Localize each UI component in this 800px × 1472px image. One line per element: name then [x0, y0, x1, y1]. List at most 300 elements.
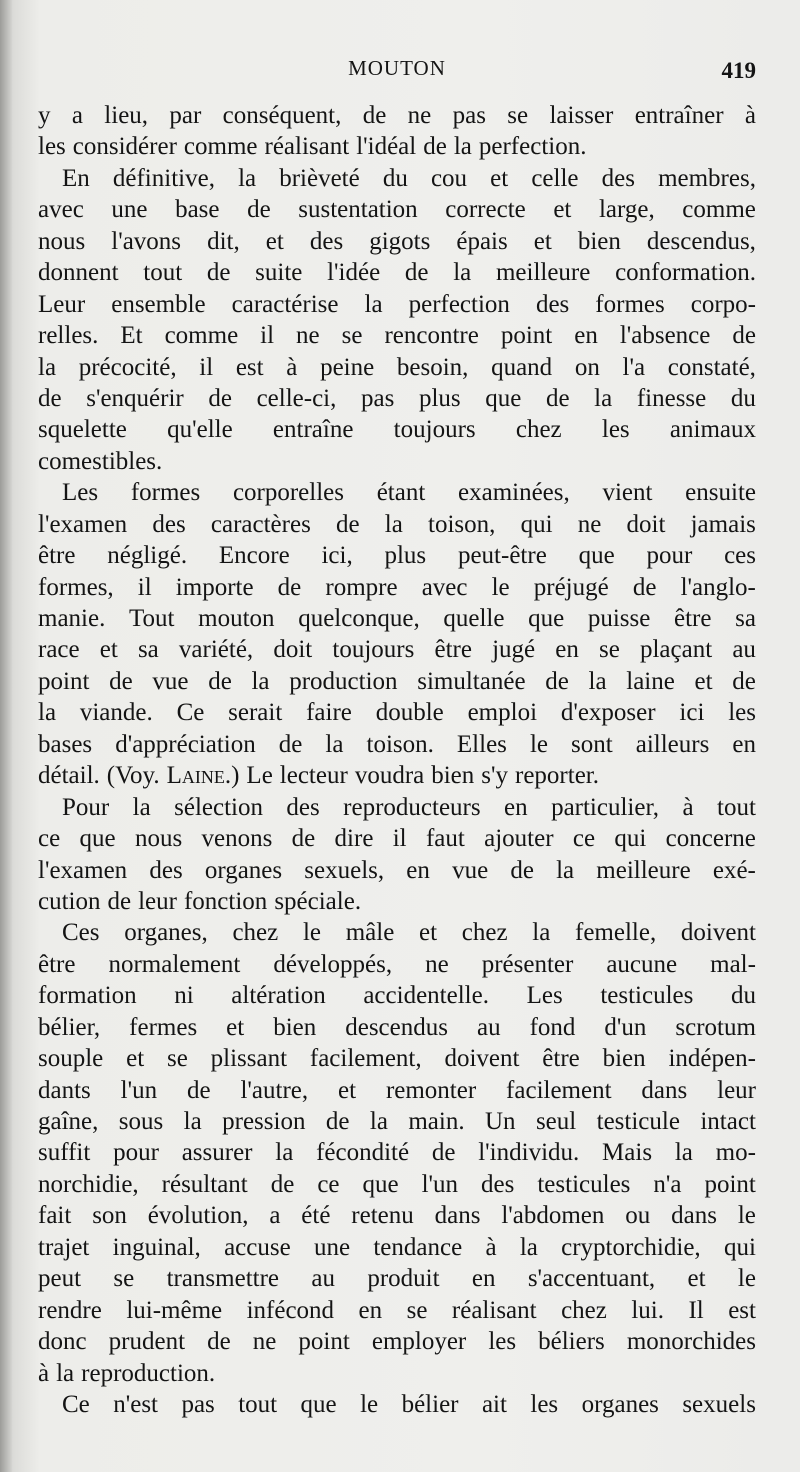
word: à — [286, 353, 298, 381]
word: la — [369, 1108, 388, 1135]
word: négligé. — [107, 542, 188, 570]
word: infécond — [246, 1296, 335, 1324]
word: descendus, — [646, 227, 756, 255]
word: doivent — [444, 1045, 520, 1073]
word: de — [510, 856, 534, 884]
text-line — [38, 320, 756, 351]
word: facilement, — [309, 1045, 422, 1073]
word: ait — [481, 1390, 507, 1418]
word: entraîner — [634, 102, 724, 129]
word: fonction — [183, 887, 268, 915]
word: importe — [175, 573, 254, 601]
word: suite — [255, 259, 303, 287]
word: perfection — [408, 290, 510, 318]
word: exé- — [712, 856, 756, 884]
word: plaçant — [639, 636, 713, 664]
word: ajouter — [484, 825, 554, 853]
word: de — [404, 259, 429, 287]
text-line — [38, 1043, 756, 1074]
word: norchidie, — [38, 1170, 139, 1198]
text-line — [38, 352, 756, 383]
word: a — [71, 102, 83, 129]
word: présenter — [481, 950, 574, 978]
word: le — [360, 1390, 379, 1418]
word: race — [38, 636, 80, 664]
word: souple — [38, 1045, 104, 1073]
word: des — [481, 1170, 515, 1198]
word: toison. — [366, 730, 434, 758]
word: plissant — [210, 1045, 288, 1073]
word: correcte — [445, 196, 526, 224]
word: la — [275, 1139, 294, 1167]
word: il — [137, 573, 152, 601]
word: s'enquérir — [86, 384, 184, 412]
word: (Voy. — [106, 762, 160, 790]
word: reporter. — [515, 762, 599, 790]
text-line — [38, 1389, 756, 1420]
word: remonter — [385, 1076, 477, 1104]
word: les — [601, 416, 630, 444]
word: large, — [598, 196, 655, 224]
word: dants — [38, 1076, 91, 1104]
word: prudent — [108, 1328, 186, 1356]
word: réalisant — [264, 133, 350, 161]
word: aucune — [606, 950, 678, 978]
word: Pour — [62, 793, 110, 821]
word: rendre — [38, 1296, 102, 1324]
word: il — [392, 825, 407, 853]
word: à — [682, 793, 694, 821]
word: être — [542, 1045, 580, 1073]
word: vue — [452, 856, 489, 884]
word: Ces — [62, 919, 100, 947]
text-line — [38, 760, 756, 791]
word: dans — [434, 1202, 481, 1230]
word: de — [247, 196, 271, 224]
word: de — [732, 667, 756, 695]
word: été — [301, 1202, 331, 1230]
word: pression — [222, 1108, 306, 1135]
word: avec — [38, 196, 84, 224]
word: de — [206, 259, 231, 287]
word: bien — [577, 227, 621, 255]
word: la — [132, 793, 151, 821]
word: de — [277, 573, 302, 601]
word: de — [107, 887, 132, 915]
word: indépen- — [668, 1045, 756, 1073]
word: d'exposer — [560, 699, 656, 727]
word: que — [362, 1170, 399, 1198]
word: testicules — [600, 982, 694, 1010]
word: de — [732, 322, 756, 350]
word: organes — [204, 856, 283, 884]
word: donc — [38, 1328, 87, 1356]
word: et — [265, 227, 284, 255]
word: reproducteurs — [343, 793, 481, 821]
word: la — [238, 164, 257, 192]
word: la — [251, 667, 270, 695]
word: la — [38, 699, 57, 727]
word: ensuite — [685, 479, 756, 507]
word: peut — [38, 1265, 82, 1293]
word: et — [687, 1265, 706, 1293]
word: variété, — [178, 636, 254, 664]
word: étant — [376, 479, 426, 507]
word: comme — [164, 322, 239, 350]
word: jamais — [690, 510, 756, 538]
text-line — [38, 1137, 756, 1168]
word: fécondité — [316, 1139, 410, 1167]
word: sexuels — [682, 1390, 756, 1418]
word: d'appréciation — [115, 730, 256, 758]
word: mouton — [198, 605, 275, 632]
word: du — [382, 164, 408, 192]
word: lui-même — [126, 1296, 223, 1324]
word: base — [175, 196, 220, 224]
word: cution — [38, 887, 101, 915]
word: jugé — [492, 636, 536, 664]
word: faut — [425, 825, 465, 853]
word: retenu — [351, 1202, 414, 1230]
word: a — [269, 1202, 281, 1230]
word: organes — [581, 1390, 659, 1418]
word: normalement — [108, 950, 241, 978]
word: considérer — [72, 133, 177, 161]
text-line — [38, 414, 756, 445]
word: toison, — [428, 510, 496, 538]
word: se — [599, 636, 620, 664]
word: tout — [143, 259, 183, 287]
word: de — [335, 510, 360, 538]
word: conformation. — [615, 259, 756, 287]
word: le — [491, 573, 510, 601]
word: celle-ci, — [256, 384, 337, 412]
text-line — [38, 634, 756, 665]
word: l'absence — [619, 322, 711, 350]
word: Leur — [38, 290, 86, 318]
word: corporelles — [232, 479, 344, 507]
word: fait — [38, 1202, 72, 1230]
word: vient — [602, 479, 653, 507]
word: le — [302, 919, 321, 947]
text-line — [38, 131, 756, 162]
word: l'abdomen — [501, 1202, 605, 1230]
text-line — [38, 729, 756, 760]
word: fermes — [129, 1013, 198, 1041]
word: résultant — [161, 1170, 248, 1198]
word: sexuels, — [304, 856, 385, 884]
word: ne — [425, 950, 449, 978]
word: et — [553, 196, 572, 224]
word: leur — [717, 1076, 756, 1104]
word: gaîne, — [38, 1108, 99, 1135]
word: qui — [614, 825, 647, 853]
running-title: MOUTON — [348, 56, 446, 80]
page-edge-shadow — [0, 0, 12, 1472]
word: le — [737, 1265, 756, 1293]
word: rompre — [325, 573, 398, 601]
word: les — [488, 1328, 517, 1356]
word: l'avons — [111, 227, 182, 255]
word: peine — [320, 353, 375, 381]
word: l'examen — [38, 510, 128, 538]
word: ou — [625, 1202, 651, 1230]
word: accuse — [224, 1233, 291, 1261]
text-line — [38, 163, 756, 194]
word: en — [574, 322, 598, 350]
word: et — [338, 1076, 357, 1104]
word: que — [300, 1390, 337, 1418]
word: squelette — [38, 416, 127, 444]
word: fond — [529, 1013, 576, 1041]
word: pas — [361, 384, 395, 412]
word: chez — [561, 1296, 607, 1324]
word: des — [601, 164, 635, 192]
word: conséquent, — [222, 102, 342, 129]
word: relles. — [38, 322, 99, 350]
word: évolution, — [147, 1202, 249, 1230]
word: dans — [641, 1076, 688, 1104]
word: ici — [679, 699, 705, 727]
word: de — [207, 1328, 231, 1356]
word: double — [375, 699, 444, 727]
word: chez — [232, 919, 279, 947]
word: assurer — [181, 1139, 253, 1167]
word: membres, — [658, 164, 756, 192]
word: de — [270, 1170, 295, 1198]
word: s'y — [481, 762, 509, 790]
word: de — [186, 1076, 211, 1104]
word: main. — [408, 1108, 465, 1135]
text-line — [38, 697, 756, 728]
word: que — [578, 542, 615, 570]
word: bases — [38, 730, 93, 758]
word: bélier — [401, 1390, 459, 1418]
word: être — [38, 950, 76, 978]
word: Encore — [218, 542, 290, 570]
word: point — [38, 667, 90, 695]
word: est — [235, 353, 264, 381]
word: doivent — [680, 919, 756, 947]
text-line — [38, 509, 756, 540]
word: point — [500, 322, 553, 350]
word: que — [528, 605, 565, 632]
word: bien — [273, 1013, 317, 1041]
word: la — [384, 510, 403, 538]
word: bien — [602, 1045, 646, 1073]
word: détail. — [38, 762, 100, 790]
word: des — [152, 510, 186, 538]
word: la — [325, 730, 344, 758]
word: Il — [688, 1296, 704, 1324]
text-line — [38, 1232, 756, 1263]
text-line — [38, 289, 756, 320]
word: seul — [535, 1108, 577, 1135]
word: tout — [238, 1390, 278, 1418]
word: de — [109, 667, 133, 695]
word: dire — [334, 825, 374, 853]
word: Mais — [602, 1139, 653, 1167]
word: donnent — [38, 259, 119, 287]
word: de — [291, 825, 316, 853]
word: tout — [717, 793, 756, 821]
word: la — [38, 353, 57, 381]
text-line — [38, 855, 756, 886]
word: point — [704, 1170, 756, 1198]
word: de — [362, 102, 387, 129]
word: Laine.) — [166, 762, 240, 790]
text-line — [38, 477, 756, 508]
word: Tout — [129, 605, 175, 632]
word: béliers — [538, 1328, 605, 1356]
word: on — [574, 353, 600, 381]
word: bélier, — [38, 1013, 101, 1041]
word: Le — [246, 762, 273, 790]
word: sa — [137, 636, 159, 664]
word: le — [529, 730, 548, 758]
word: scrotum — [675, 1013, 756, 1041]
text-line — [38, 823, 756, 854]
word: monorchides — [626, 1328, 756, 1356]
word: leur — [138, 887, 177, 915]
text-line — [38, 1263, 756, 1294]
word: pas — [181, 1390, 215, 1418]
word: à — [744, 102, 756, 129]
word: qu'elle — [167, 416, 233, 444]
word: vue — [152, 667, 189, 695]
word: chez — [461, 919, 508, 947]
word: au — [311, 1265, 335, 1293]
word: de — [545, 667, 569, 695]
word: de — [423, 133, 447, 161]
word: dans — [671, 1202, 717, 1230]
word: femelle, — [575, 919, 657, 947]
text-line — [38, 917, 756, 948]
word: pas — [452, 102, 486, 129]
word: ce — [38, 825, 61, 853]
word: est — [728, 1296, 756, 1324]
word: brièveté — [279, 164, 360, 192]
word: entraîne — [272, 416, 354, 444]
word: mo- — [715, 1139, 756, 1167]
word: ne — [577, 510, 602, 538]
word: être — [434, 636, 472, 664]
word: son — [92, 1202, 127, 1230]
word: toujours — [393, 416, 476, 444]
text-line — [38, 257, 756, 288]
text-line — [38, 572, 756, 603]
word: examinées, — [458, 479, 570, 507]
word: ici, — [321, 542, 353, 570]
word: quelle — [443, 605, 505, 632]
text-line — [38, 1295, 756, 1326]
word: ensemble — [111, 290, 206, 318]
word: besoin, — [396, 353, 469, 381]
word: l'autre, — [240, 1076, 309, 1104]
word: et — [226, 1013, 245, 1041]
word: l'individu. — [478, 1139, 580, 1167]
word: des — [286, 793, 320, 821]
word: tendance — [373, 1233, 463, 1261]
word: ailleurs — [635, 730, 710, 758]
body-text — [38, 100, 756, 1420]
word: une — [111, 196, 148, 224]
word: formes, — [38, 573, 114, 601]
word: des — [309, 227, 344, 255]
word: n'a — [653, 1170, 682, 1198]
text-line — [38, 949, 756, 980]
word: plus — [384, 542, 427, 570]
word: se — [113, 1265, 135, 1293]
word: inguinal, — [112, 1233, 201, 1261]
word: et — [490, 164, 509, 192]
word: altération — [231, 982, 326, 1010]
word: la — [453, 259, 472, 287]
word: en — [732, 730, 756, 758]
word: en — [471, 1265, 496, 1293]
word: l'idéal — [356, 133, 417, 161]
word: par — [169, 102, 202, 129]
word: l'a — [622, 353, 646, 381]
text-line — [38, 383, 756, 414]
word: spéciale. — [274, 887, 362, 915]
word: animaux — [669, 416, 756, 444]
word: du — [730, 982, 756, 1010]
word: quand — [491, 353, 553, 381]
word: nous — [38, 227, 86, 255]
word: production — [289, 667, 398, 695]
word: meilleure — [596, 856, 691, 884]
word: particulier, — [551, 793, 660, 821]
word: trajet — [38, 1233, 90, 1261]
word: sont — [571, 730, 613, 758]
word: la — [674, 1139, 693, 1167]
word: en — [406, 856, 430, 884]
word: d'un — [604, 1013, 647, 1041]
word: la — [183, 1108, 202, 1135]
word: la — [519, 1233, 538, 1261]
word: la — [56, 1359, 75, 1387]
word: précocité, — [78, 353, 177, 381]
word: au — [732, 636, 756, 664]
word: des — [149, 856, 183, 884]
word: toujours — [332, 636, 415, 664]
word: se — [406, 1296, 428, 1324]
word: caractérise — [231, 290, 339, 318]
text-line — [38, 1326, 756, 1357]
word: ce — [572, 825, 596, 853]
text-line — [38, 1169, 756, 1200]
word: de — [632, 573, 657, 601]
word: des — [535, 290, 570, 318]
word: du — [730, 384, 756, 412]
word: mal- — [710, 950, 756, 978]
word: l'idée — [327, 259, 381, 287]
word: gigots — [369, 227, 431, 255]
text-line — [38, 1358, 756, 1389]
word: comme — [183, 133, 258, 161]
text-line — [38, 603, 756, 634]
word: Elles — [456, 730, 507, 758]
word: la — [453, 133, 472, 161]
word: nous — [134, 825, 183, 853]
word: finesse — [636, 384, 707, 412]
word: serait — [228, 699, 283, 727]
text-line — [38, 1075, 756, 1106]
word: les — [38, 133, 66, 161]
page-header — [38, 56, 756, 90]
word: se — [166, 1045, 188, 1073]
